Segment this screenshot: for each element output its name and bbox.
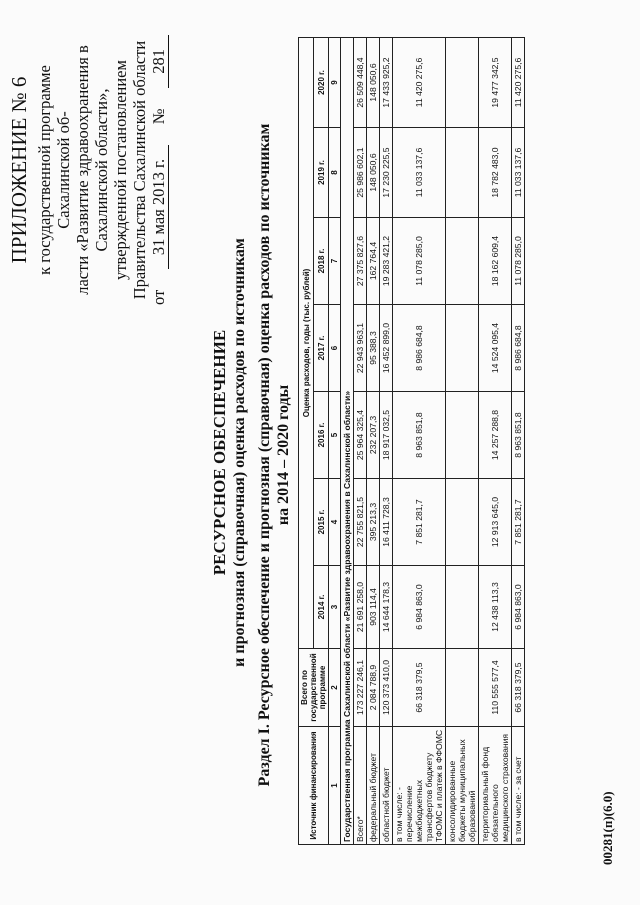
value-cell: 95 388,3 — [367, 305, 380, 392]
column-number: 4 — [329, 479, 341, 566]
value-cell: 18 782 483,0 — [479, 128, 512, 218]
table-row — [380, 37, 393, 844]
row-label: в том числе: - за счет — [512, 727, 525, 845]
header-year: 2014 г. — [314, 566, 329, 649]
value-cell: 16 452 899,0 — [380, 305, 393, 392]
column-number: 8 — [329, 128, 341, 218]
appendix-line: утвержденной постановлением — [111, 60, 130, 280]
value-cell — [446, 479, 479, 566]
value-cell: 6 984 863,0 — [393, 566, 446, 649]
value-cell — [446, 392, 479, 479]
value-cell: 21 691 258,0 — [354, 566, 367, 649]
value-cell: 8 986 684,8 — [512, 305, 525, 392]
value-cell: 148 050,6 — [367, 37, 380, 127]
header-year: 2019 г. — [314, 128, 329, 218]
value-cell: 25 964 325,4 — [354, 392, 367, 479]
appendix-line: Правительства Сахалинской области — [130, 40, 149, 300]
value-cell — [446, 218, 479, 305]
value-cell: 11 420 275,6 — [393, 37, 446, 127]
column-number: 5 — [329, 392, 341, 479]
value-cell: 26 509 448,4 — [354, 37, 367, 127]
row-label: консолидированные бюджеты муниципальных образований — [446, 727, 479, 845]
section-line-2: на 2014 – 2020 годы — [275, 384, 292, 526]
column-number: 6 — [329, 305, 341, 392]
table-row — [367, 37, 380, 844]
value-cell — [446, 305, 479, 392]
footer-code: 00281(п)(6.0) — [600, 791, 615, 865]
value-cell: 17 433 925,2 — [380, 37, 393, 127]
header-total: Всего по государственной программе — [299, 649, 329, 727]
appendix-line: к государственной программе Сахалинской об- — [35, 65, 73, 275]
value-cell: 22 943 963,1 — [354, 305, 367, 392]
table-row — [512, 37, 525, 844]
column-number: 1 — [329, 727, 341, 845]
value-cell: 14 257 288,8 — [479, 392, 512, 479]
table-row — [393, 37, 446, 844]
value-cell: 162 764,4 — [367, 218, 380, 305]
column-number: 9 — [329, 37, 341, 127]
header-source: Источник финансирования — [299, 727, 329, 845]
value-cell: 7 851 281,7 — [512, 479, 525, 566]
value-cell: 11 078 285,0 — [393, 218, 446, 305]
value-cell: 19 283 421,2 — [380, 218, 393, 305]
value-cell: 14 644 178,3 — [380, 566, 393, 649]
section-line-1: Раздел I. Ресурсное обеспечение и прогнозная (справочная) оценка расходов по источникам — [256, 123, 273, 787]
value-cell: 11 078 285,0 — [512, 218, 525, 305]
value-cell: 25 986 602,1 — [354, 128, 367, 218]
column-number-row — [329, 37, 341, 844]
appendix-line: ласти «Развитие здравоохранения в — [73, 45, 92, 295]
section-heading — [255, 65, 293, 845]
value-cell: 8 986 684,8 — [393, 305, 446, 392]
value-cell — [446, 37, 479, 127]
header-year: 2017 г. — [314, 305, 329, 392]
value-cell: 148 050,6 — [367, 128, 380, 218]
value-cell: 22 755 821,5 — [354, 479, 367, 566]
document-title — [210, 0, 250, 905]
header-estimate: Оценка расходов, годы (тыс. рублей) — [299, 37, 314, 648]
value-cell: 7 851 281,7 — [393, 479, 446, 566]
value-cell: 19 477 342,5 — [479, 37, 512, 127]
from-label: от — [149, 289, 168, 305]
value-cell: 16 411 728,3 — [380, 479, 393, 566]
value-cell: 66 318 379,5 — [512, 649, 525, 727]
row-label: федеральный бюджет — [367, 727, 380, 845]
value-cell — [446, 566, 479, 649]
header-year: 2016 г. — [314, 392, 329, 479]
value-cell: 27 375 827,6 — [354, 218, 367, 305]
row-label: областной бюджет — [380, 727, 393, 845]
value-cell: 11 033 137,6 — [393, 128, 446, 218]
appendix-signature-line — [149, 25, 169, 315]
value-cell: 17 230 225,5 — [380, 128, 393, 218]
table-row — [354, 37, 367, 844]
value-cell: 8 963 851,8 — [512, 392, 525, 479]
value-cell: 232 207,3 — [367, 392, 380, 479]
header-row — [299, 37, 314, 844]
value-cell: 14 524 095,4 — [479, 305, 512, 392]
table-row — [479, 37, 512, 844]
column-number: 3 — [329, 566, 341, 649]
approval-date: 31 мая 2013 г. — [149, 145, 169, 269]
value-cell — [446, 649, 479, 727]
appendix-line: Сахалинской области», — [92, 88, 111, 252]
row-label: в том числе: - перечисление межбюджетных трансфертов бюджету ТФОМС и платеж в ФФОМС — [393, 727, 446, 845]
value-cell: 173 227 246,1 — [354, 649, 367, 727]
header-year: 2020 г. — [314, 37, 329, 127]
value-cell: 903 114,4 — [367, 566, 380, 649]
row-label: Всего* — [354, 727, 367, 845]
value-cell: 2 084 788,9 — [367, 649, 380, 727]
program-name-cell: Государственная программа Сахалинской области «Развитие здравоохранения в Сахалинской области» — [341, 37, 354, 844]
value-cell: 395 213,3 — [367, 479, 380, 566]
value-cell: 11 033 137,6 — [512, 128, 525, 218]
resource-table — [298, 37, 525, 845]
appendix-heading: ПРИЛОЖЕНИЕ № 6 — [7, 76, 31, 264]
header-year: 2018 г. — [314, 218, 329, 305]
value-cell — [446, 128, 479, 218]
value-cell: 18 917 032,5 — [380, 392, 393, 479]
value-cell: 110 555 577,4 — [479, 649, 512, 727]
column-number: 7 — [329, 218, 341, 305]
title-line-2: и прогнозная (справочная) оценка расходов по источникам — [231, 238, 248, 667]
program-section-row — [341, 37, 354, 844]
value-cell: 8 963 851,8 — [393, 392, 446, 479]
approval-number: 281 — [149, 35, 169, 88]
value-cell: 18 162 609,4 — [479, 218, 512, 305]
value-cell: 12 913 645,0 — [479, 479, 512, 566]
header-year: 2015 г. — [314, 479, 329, 566]
value-cell: 12 438 113,3 — [479, 566, 512, 649]
value-cell: 66 318 379,5 — [393, 649, 446, 727]
row-label: территориальный фонд обязательного медицинского страхования — [479, 727, 512, 845]
value-cell: 120 373 410,0 — [380, 649, 393, 727]
value-cell: 6 984 863,0 — [512, 566, 525, 649]
column-number: 2 — [329, 649, 341, 727]
title-line-1: РЕСУРСНОЕ ОБЕСПЕЧЕНИЕ — [210, 329, 229, 576]
value-cell: 11 420 275,6 — [512, 37, 525, 127]
appendix-block — [7, 25, 169, 315]
table-row — [446, 37, 479, 844]
number-label: № — [149, 108, 168, 125]
table-body — [354, 37, 525, 844]
